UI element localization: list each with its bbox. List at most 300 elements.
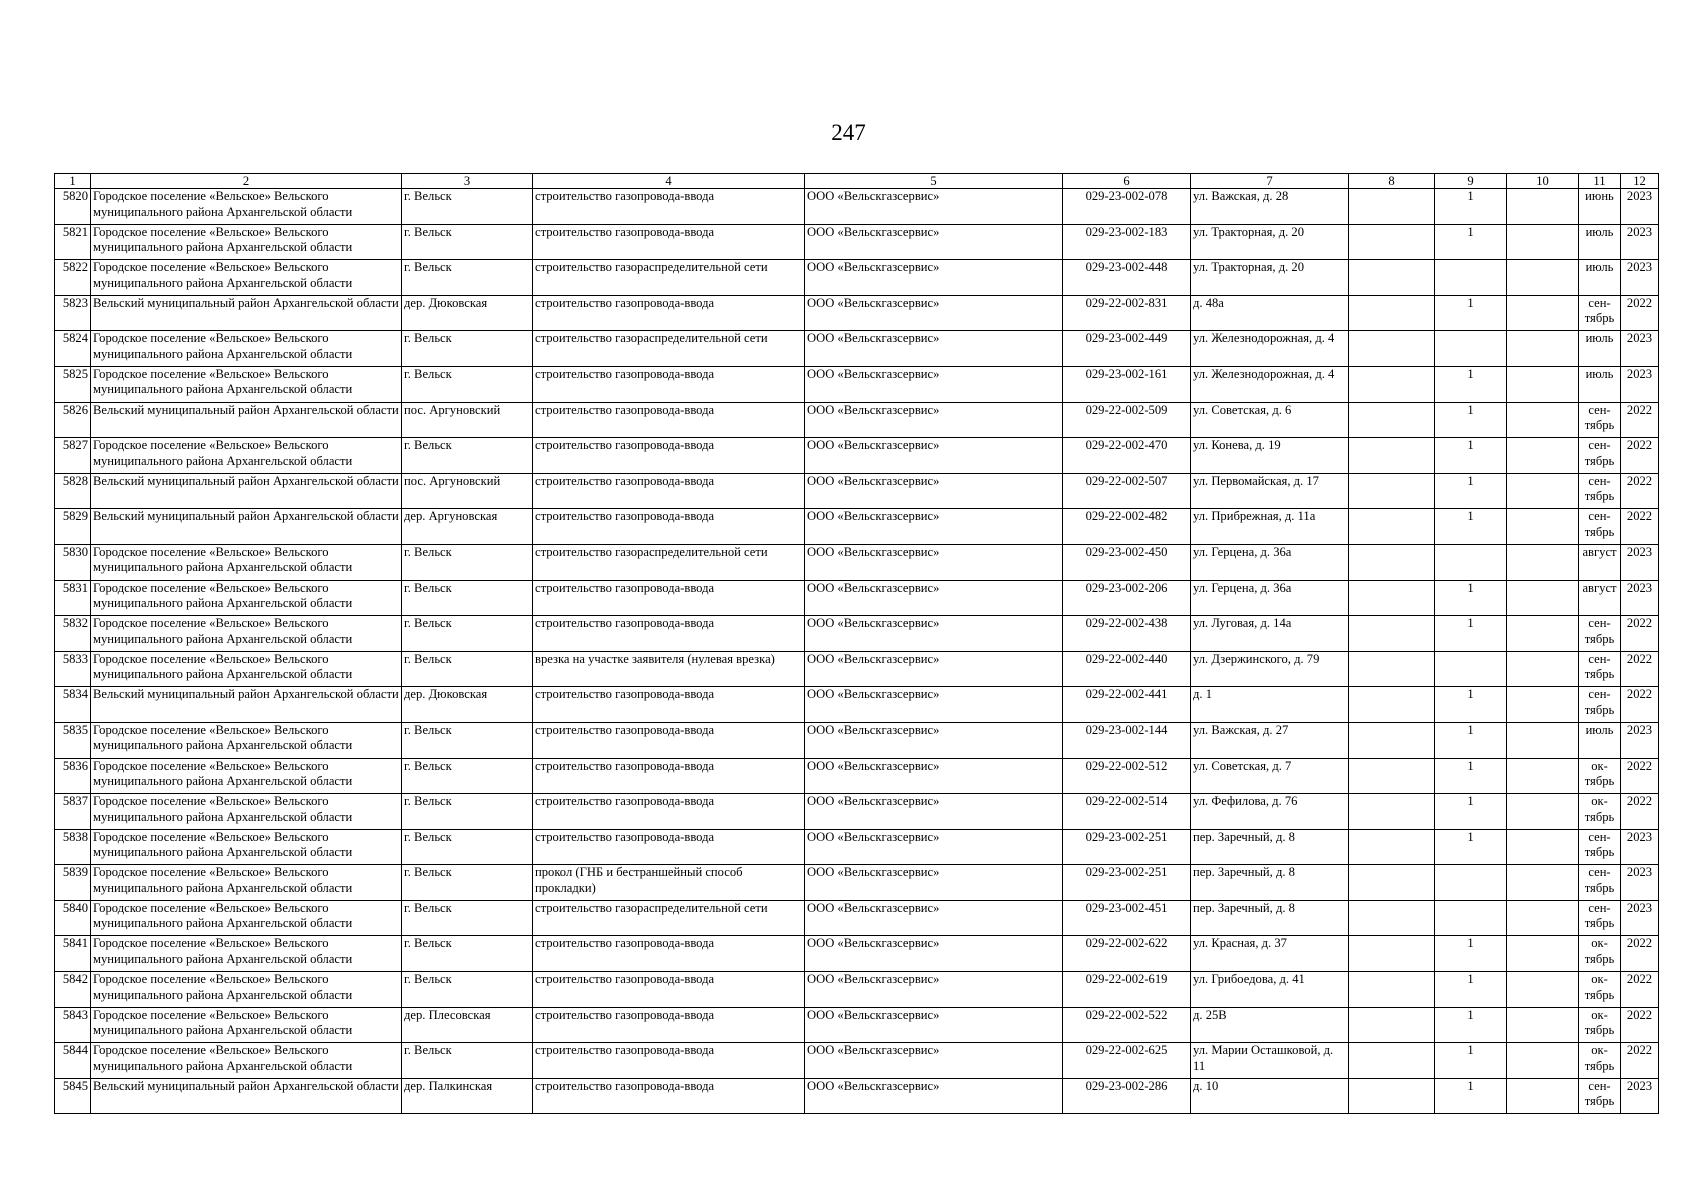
table-row [55,544,1659,580]
row-number: 5838 [55,829,91,865]
col10-cell [1507,722,1579,758]
address-cell: ул. Важская, д. 27 [1191,722,1349,758]
work-type-cell: строительство газопровода-ввода [533,509,805,545]
col8-cell [1349,722,1435,758]
col8-cell [1349,331,1435,367]
municipality-cell: Городское поселение «Вельское» Вельского муниципального района Архангельской области [91,651,402,687]
table-row [55,722,1659,758]
address-cell: д. 25В [1191,1007,1349,1043]
col10-cell [1507,829,1579,865]
col10-cell [1507,1043,1579,1079]
quantity-cell: 1 [1435,616,1507,652]
year-cell: 2023 [1621,865,1659,901]
code-cell: 029-22-002-512 [1063,758,1191,794]
municipality-cell: Городское поселение «Вельское» Вельского муниципального района Архангельской области [91,580,402,616]
organization-cell: ООО «Вельскгазсервис» [805,865,1063,901]
locality-cell: г. Вельск [402,651,533,687]
column-header: 7 [1191,174,1349,189]
column-header: 5 [805,174,1063,189]
locality-cell: дер. Дюковская [402,295,533,331]
table-row [55,972,1659,1008]
locality-cell: г. Вельск [402,936,533,972]
address-cell: ул. Первомайская, д. 17 [1191,473,1349,509]
col10-cell [1507,366,1579,402]
table-row [55,366,1659,402]
address-cell: ул. Советская, д. 6 [1191,402,1349,438]
municipality-cell: Городское поселение «Вельское» Вельского муниципального района Архангельской области [91,865,402,901]
col8-cell [1349,972,1435,1008]
month-cell: сен-тябрь [1579,616,1621,652]
month-cell: сен-тябрь [1579,473,1621,509]
year-cell: 2023 [1621,900,1659,936]
col8-cell [1349,829,1435,865]
work-type-cell: строительство газораспределительной сети [533,260,805,296]
organization-cell: ООО «Вельскгазсервис» [805,438,1063,474]
year-cell: 2023 [1621,722,1659,758]
row-number: 5828 [55,473,91,509]
locality-cell: г. Вельск [402,829,533,865]
row-number: 5839 [55,865,91,901]
municipality-cell: Городское поселение «Вельское» Вельского муниципального района Архангельской области [91,972,402,1008]
col10-cell [1507,616,1579,652]
address-cell: ул. Тракторная, д. 20 [1191,260,1349,296]
municipality-cell: Городское поселение «Вельское» Вельского муниципального района Архангельской области [91,616,402,652]
year-cell: 2023 [1621,189,1659,225]
year-cell: 2023 [1621,580,1659,616]
year-cell: 2022 [1621,651,1659,687]
code-cell: 029-23-002-206 [1063,580,1191,616]
year-cell: 2022 [1621,687,1659,723]
month-cell: ок-тябрь [1579,936,1621,972]
month-cell: июнь [1579,189,1621,225]
work-type-cell: строительство газопровода-ввода [533,794,805,830]
month-cell: сен-тябрь [1579,295,1621,331]
table-row [55,580,1659,616]
work-type-cell: прокол (ГНБ и бестраншейный способ прокладки) [533,865,805,901]
row-number: 5831 [55,580,91,616]
month-cell: ок-тябрь [1579,1007,1621,1043]
address-cell: д. 48а [1191,295,1349,331]
col8-cell [1349,651,1435,687]
month-cell: август [1579,580,1621,616]
year-cell: 2023 [1621,366,1659,402]
col8-cell [1349,1078,1435,1114]
locality-cell: г. Вельск [402,794,533,830]
municipality-cell: Вельский муниципальный район Архангельской области [91,509,402,545]
work-type-cell: строительство газопровода-ввода [533,1007,805,1043]
code-cell: 029-22-002-507 [1063,473,1191,509]
col8-cell [1349,224,1435,260]
address-cell: ул. Красная, д. 37 [1191,936,1349,972]
locality-cell: г. Вельск [402,580,533,616]
municipality-cell: Городское поселение «Вельское» Вельского муниципального района Архангельской области [91,794,402,830]
code-cell: 029-23-002-448 [1063,260,1191,296]
organization-cell: ООО «Вельскгазсервис» [805,260,1063,296]
quantity-cell: 1 [1435,580,1507,616]
month-cell: сен-тябрь [1579,900,1621,936]
quantity-cell [1435,865,1507,901]
organization-cell: ООО «Вельскгазсервис» [805,1078,1063,1114]
address-cell: ул. Герцена, д. 36а [1191,580,1349,616]
row-number: 5825 [55,366,91,402]
table-row [55,936,1659,972]
col8-cell [1349,295,1435,331]
organization-cell: ООО «Вельскгазсервис» [805,224,1063,260]
column-header: 10 [1507,174,1579,189]
code-cell: 029-22-002-625 [1063,1043,1191,1079]
code-cell: 029-22-002-441 [1063,687,1191,723]
municipality-cell: Городское поселение «Вельское» Вельского муниципального района Архангельской области [91,438,402,474]
row-number: 5829 [55,509,91,545]
organization-cell: ООО «Вельскгазсервис» [805,580,1063,616]
address-cell: ул. Тракторная, д. 20 [1191,224,1349,260]
municipality-cell: Городское поселение «Вельское» Вельского муниципального района Архангельской области [91,900,402,936]
quantity-cell: 1 [1435,189,1507,225]
table-row [55,438,1659,474]
quantity-cell: 1 [1435,1078,1507,1114]
work-type-cell: строительство газопровода-ввода [533,580,805,616]
organization-cell: ООО «Вельскгазсервис» [805,189,1063,225]
code-cell: 029-22-002-509 [1063,402,1191,438]
quantity-cell [1435,544,1507,580]
quantity-cell: 1 [1435,366,1507,402]
row-number: 5833 [55,651,91,687]
month-cell: сен-тябрь [1579,402,1621,438]
col10-cell [1507,260,1579,296]
municipality-cell: Городское поселение «Вельское» Вельского муниципального района Архангельской области [91,722,402,758]
quantity-cell [1435,900,1507,936]
organization-cell: ООО «Вельскгазсервис» [805,722,1063,758]
organization-cell: ООО «Вельскгазсервис» [805,794,1063,830]
organization-cell: ООО «Вельскгазсервис» [805,366,1063,402]
address-cell: пер. Заречный, д. 8 [1191,900,1349,936]
work-type-cell: строительство газопровода-ввода [533,366,805,402]
year-cell: 2023 [1621,260,1659,296]
col10-cell [1507,758,1579,794]
organization-cell: ООО «Вельскгазсервис» [805,972,1063,1008]
year-cell: 2022 [1621,758,1659,794]
locality-cell: г. Вельск [402,331,533,367]
month-cell: июль [1579,260,1621,296]
year-cell: 2022 [1621,509,1659,545]
quantity-cell: 1 [1435,1007,1507,1043]
table-row [55,295,1659,331]
col10-cell [1507,865,1579,901]
code-cell: 029-23-002-161 [1063,366,1191,402]
year-cell: 2022 [1621,473,1659,509]
address-cell: ул. Герцена, д. 36а [1191,544,1349,580]
col10-cell [1507,687,1579,723]
month-cell: июль [1579,224,1621,260]
col10-cell [1507,438,1579,474]
municipality-cell: Городское поселение «Вельское» Вельского муниципального района Архангельской области [91,331,402,367]
col8-cell [1349,758,1435,794]
row-number: 5843 [55,1007,91,1043]
address-cell: д. 10 [1191,1078,1349,1114]
organization-cell: ООО «Вельскгазсервис» [805,936,1063,972]
municipality-cell: Городское поселение «Вельское» Вельского муниципального района Архангельской области [91,544,402,580]
address-cell: ул. Грибоедова, д. 41 [1191,972,1349,1008]
row-number: 5844 [55,1043,91,1079]
locality-cell: г. Вельск [402,865,533,901]
table-row [55,473,1659,509]
organization-cell: ООО «Вельскгазсервис» [805,544,1063,580]
quantity-cell: 1 [1435,687,1507,723]
col10-cell [1507,295,1579,331]
work-type-cell: строительство газопровода-ввода [533,189,805,225]
municipality-cell: Городское поселение «Вельское» Вельского муниципального района Архангельской области [91,1007,402,1043]
month-cell: ок-тябрь [1579,794,1621,830]
year-cell: 2022 [1621,616,1659,652]
quantity-cell: 1 [1435,758,1507,794]
year-cell: 2022 [1621,936,1659,972]
month-cell: июль [1579,722,1621,758]
work-type-cell: строительство газопровода-ввода [533,473,805,509]
quantity-cell: 1 [1435,224,1507,260]
address-cell: ул. Луговая, д. 14а [1191,616,1349,652]
locality-cell: дер. Палкинская [402,1078,533,1114]
municipality-cell: Вельский муниципальный район Архангельской области [91,295,402,331]
row-number: 5827 [55,438,91,474]
month-cell: сен-тябрь [1579,865,1621,901]
column-header: 9 [1435,174,1507,189]
page-number: 247 [831,120,866,145]
month-cell: сен-тябрь [1579,829,1621,865]
address-cell: ул. Советская, д. 7 [1191,758,1349,794]
row-number: 5845 [55,1078,91,1114]
organization-cell: ООО «Вельскгазсервис» [805,616,1063,652]
col10-cell [1507,1007,1579,1043]
locality-cell: г. Вельск [402,260,533,296]
locality-cell: дер. Плесовская [402,1007,533,1043]
work-type-cell: строительство газопровода-ввода [533,936,805,972]
column-header: 1 [55,174,91,189]
organization-cell: ООО «Вельскгазсервис» [805,651,1063,687]
code-cell: 029-23-002-183 [1063,224,1191,260]
table-row [55,865,1659,901]
year-cell: 2022 [1621,402,1659,438]
row-number: 5840 [55,900,91,936]
organization-cell: ООО «Вельскгазсервис» [805,1043,1063,1079]
address-cell: пер. Заречный, д. 8 [1191,829,1349,865]
col10-cell [1507,331,1579,367]
locality-cell: г. Вельск [402,438,533,474]
col10-cell [1507,509,1579,545]
table-row [55,900,1659,936]
col8-cell [1349,936,1435,972]
column-header: 3 [402,174,533,189]
column-header: 8 [1349,174,1435,189]
work-type-cell: строительство газораспределительной сети [533,544,805,580]
year-cell: 2022 [1621,1007,1659,1043]
year-cell: 2023 [1621,544,1659,580]
organization-cell: ООО «Вельскгазсервис» [805,402,1063,438]
locality-cell: г. Вельск [402,1043,533,1079]
municipality-cell: Вельский муниципальный район Архангельской области [91,1078,402,1114]
locality-cell: г. Вельск [402,972,533,1008]
organization-cell: ООО «Вельскгазсервис» [805,295,1063,331]
table-row [55,1043,1659,1079]
work-type-cell: строительство газопровода-ввода [533,438,805,474]
work-type-cell: строительство газораспределительной сети [533,900,805,936]
col10-cell [1507,900,1579,936]
municipality-cell: Вельский муниципальный район Архангельской области [91,687,402,723]
municipality-cell: Городское поселение «Вельское» Вельского муниципального района Архангельской области [91,366,402,402]
month-cell: сен-тябрь [1579,1078,1621,1114]
municipality-cell: Городское поселение «Вельское» Вельского муниципального района Архангельской области [91,758,402,794]
code-cell: 029-23-002-251 [1063,829,1191,865]
quantity-cell: 1 [1435,829,1507,865]
table-row [55,331,1659,367]
code-cell: 029-23-002-286 [1063,1078,1191,1114]
month-cell: сен-тябрь [1579,438,1621,474]
row-number: 5830 [55,544,91,580]
col10-cell [1507,189,1579,225]
work-type-cell: строительство газопровода-ввода [533,1043,805,1079]
work-type-cell: строительство газопровода-ввода [533,1078,805,1114]
work-type-cell: строительство газопровода-ввода [533,972,805,1008]
row-number: 5841 [55,936,91,972]
column-header: 11 [1579,174,1621,189]
quantity-cell: 1 [1435,1043,1507,1079]
row-number: 5822 [55,260,91,296]
row-number: 5824 [55,331,91,367]
col10-cell [1507,651,1579,687]
year-cell: 2022 [1621,972,1659,1008]
code-cell: 029-22-002-622 [1063,936,1191,972]
month-cell: сен-тябрь [1579,651,1621,687]
col10-cell [1507,794,1579,830]
work-type-cell: строительство газопровода-ввода [533,224,805,260]
locality-cell: г. Вельск [402,758,533,794]
locality-cell: пос. Аргуновский [402,402,533,438]
table-row [55,794,1659,830]
locality-cell: г. Вельск [402,544,533,580]
quantity-cell: 1 [1435,402,1507,438]
organization-cell: ООО «Вельскгазсервис» [805,331,1063,367]
address-cell: д. 1 [1191,687,1349,723]
organization-cell: ООО «Вельскгазсервис» [805,687,1063,723]
col8-cell [1349,1007,1435,1043]
work-type-cell: строительство газопровода-ввода [533,687,805,723]
locality-cell: г. Вельск [402,722,533,758]
work-type-cell: врезка на участке заявителя (нулевая врезка) [533,651,805,687]
year-cell: 2022 [1621,1043,1659,1079]
col10-cell [1507,402,1579,438]
municipality-cell: Вельский муниципальный район Архангельской области [91,473,402,509]
table-row [55,1007,1659,1043]
locality-cell: г. Вельск [402,189,533,225]
municipality-cell: Городское поселение «Вельское» Вельского муниципального района Архангельской области [91,260,402,296]
code-cell: 029-23-002-078 [1063,189,1191,225]
work-type-cell: строительство газопровода-ввода [533,295,805,331]
col8-cell [1349,616,1435,652]
column-header: 2 [91,174,402,189]
month-cell: июль [1579,331,1621,367]
col10-cell [1507,1078,1579,1114]
code-cell: 029-23-002-251 [1063,865,1191,901]
address-cell: ул. Дзержинского, д. 79 [1191,651,1349,687]
col8-cell [1349,544,1435,580]
municipality-cell: Городское поселение «Вельское» Вельского муниципального района Архангельской области [91,189,402,225]
municipality-cell: Городское поселение «Вельское» Вельского муниципального района Архангельской области [91,936,402,972]
address-cell: ул. Марии Осташковой, д. 11 [1191,1043,1349,1079]
table-row [55,687,1659,723]
row-number: 5837 [55,794,91,830]
code-cell: 029-22-002-438 [1063,616,1191,652]
quantity-cell [1435,331,1507,367]
quantity-cell: 1 [1435,972,1507,1008]
row-number: 5832 [55,616,91,652]
col8-cell [1349,402,1435,438]
quantity-cell [1435,651,1507,687]
month-cell: сен-тябрь [1579,687,1621,723]
address-cell: ул. Фефилова, д. 76 [1191,794,1349,830]
locality-cell: г. Вельск [402,366,533,402]
municipality-cell: Городское поселение «Вельское» Вельского муниципального района Архангельской области [91,829,402,865]
address-cell: ул. Конева, д. 19 [1191,438,1349,474]
code-cell: 029-23-002-451 [1063,900,1191,936]
locality-cell: дер. Аргуновская [402,509,533,545]
col10-cell [1507,224,1579,260]
code-cell: 029-22-002-482 [1063,509,1191,545]
code-cell: 029-23-002-449 [1063,331,1191,367]
table-row [55,260,1659,296]
row-number: 5820 [55,189,91,225]
quantity-cell: 1 [1435,438,1507,474]
code-cell: 029-23-002-450 [1063,544,1191,580]
address-cell: ул. Прибрежная, д. 11а [1191,509,1349,545]
col8-cell [1349,580,1435,616]
work-type-cell: строительство газопровода-ввода [533,402,805,438]
year-cell: 2022 [1621,295,1659,331]
address-cell: пер. Заречный, д. 8 [1191,865,1349,901]
table-row [55,189,1659,225]
month-cell: ок-тябрь [1579,758,1621,794]
row-number: 5823 [55,295,91,331]
col8-cell [1349,260,1435,296]
col8-cell [1349,189,1435,225]
col8-cell [1349,1043,1435,1079]
locality-cell: дер. Дюковская [402,687,533,723]
address-cell: ул. Железнодорожная, д. 4 [1191,366,1349,402]
table-row [55,402,1659,438]
col10-cell [1507,544,1579,580]
code-cell: 029-22-002-619 [1063,972,1191,1008]
code-cell: 029-22-002-522 [1063,1007,1191,1043]
work-type-cell: строительство газопровода-ввода [533,829,805,865]
month-cell: август [1579,544,1621,580]
quantity-cell: 1 [1435,936,1507,972]
municipality-cell: Вельский муниципальный район Архангельской области [91,402,402,438]
code-cell: 029-23-002-144 [1063,722,1191,758]
organization-cell: ООО «Вельскгазсервис» [805,900,1063,936]
row-number: 5821 [55,224,91,260]
col10-cell [1507,936,1579,972]
table-row [55,758,1659,794]
month-cell: июль [1579,366,1621,402]
col10-cell [1507,473,1579,509]
locality-cell: г. Вельск [402,224,533,260]
table-row [55,224,1659,260]
year-cell: 2023 [1621,331,1659,367]
year-cell: 2023 [1621,829,1659,865]
organization-cell: ООО «Вельскгазсервис» [805,1007,1063,1043]
col8-cell [1349,366,1435,402]
col10-cell [1507,972,1579,1008]
data-table [54,173,1659,1114]
column-header: 4 [533,174,805,189]
